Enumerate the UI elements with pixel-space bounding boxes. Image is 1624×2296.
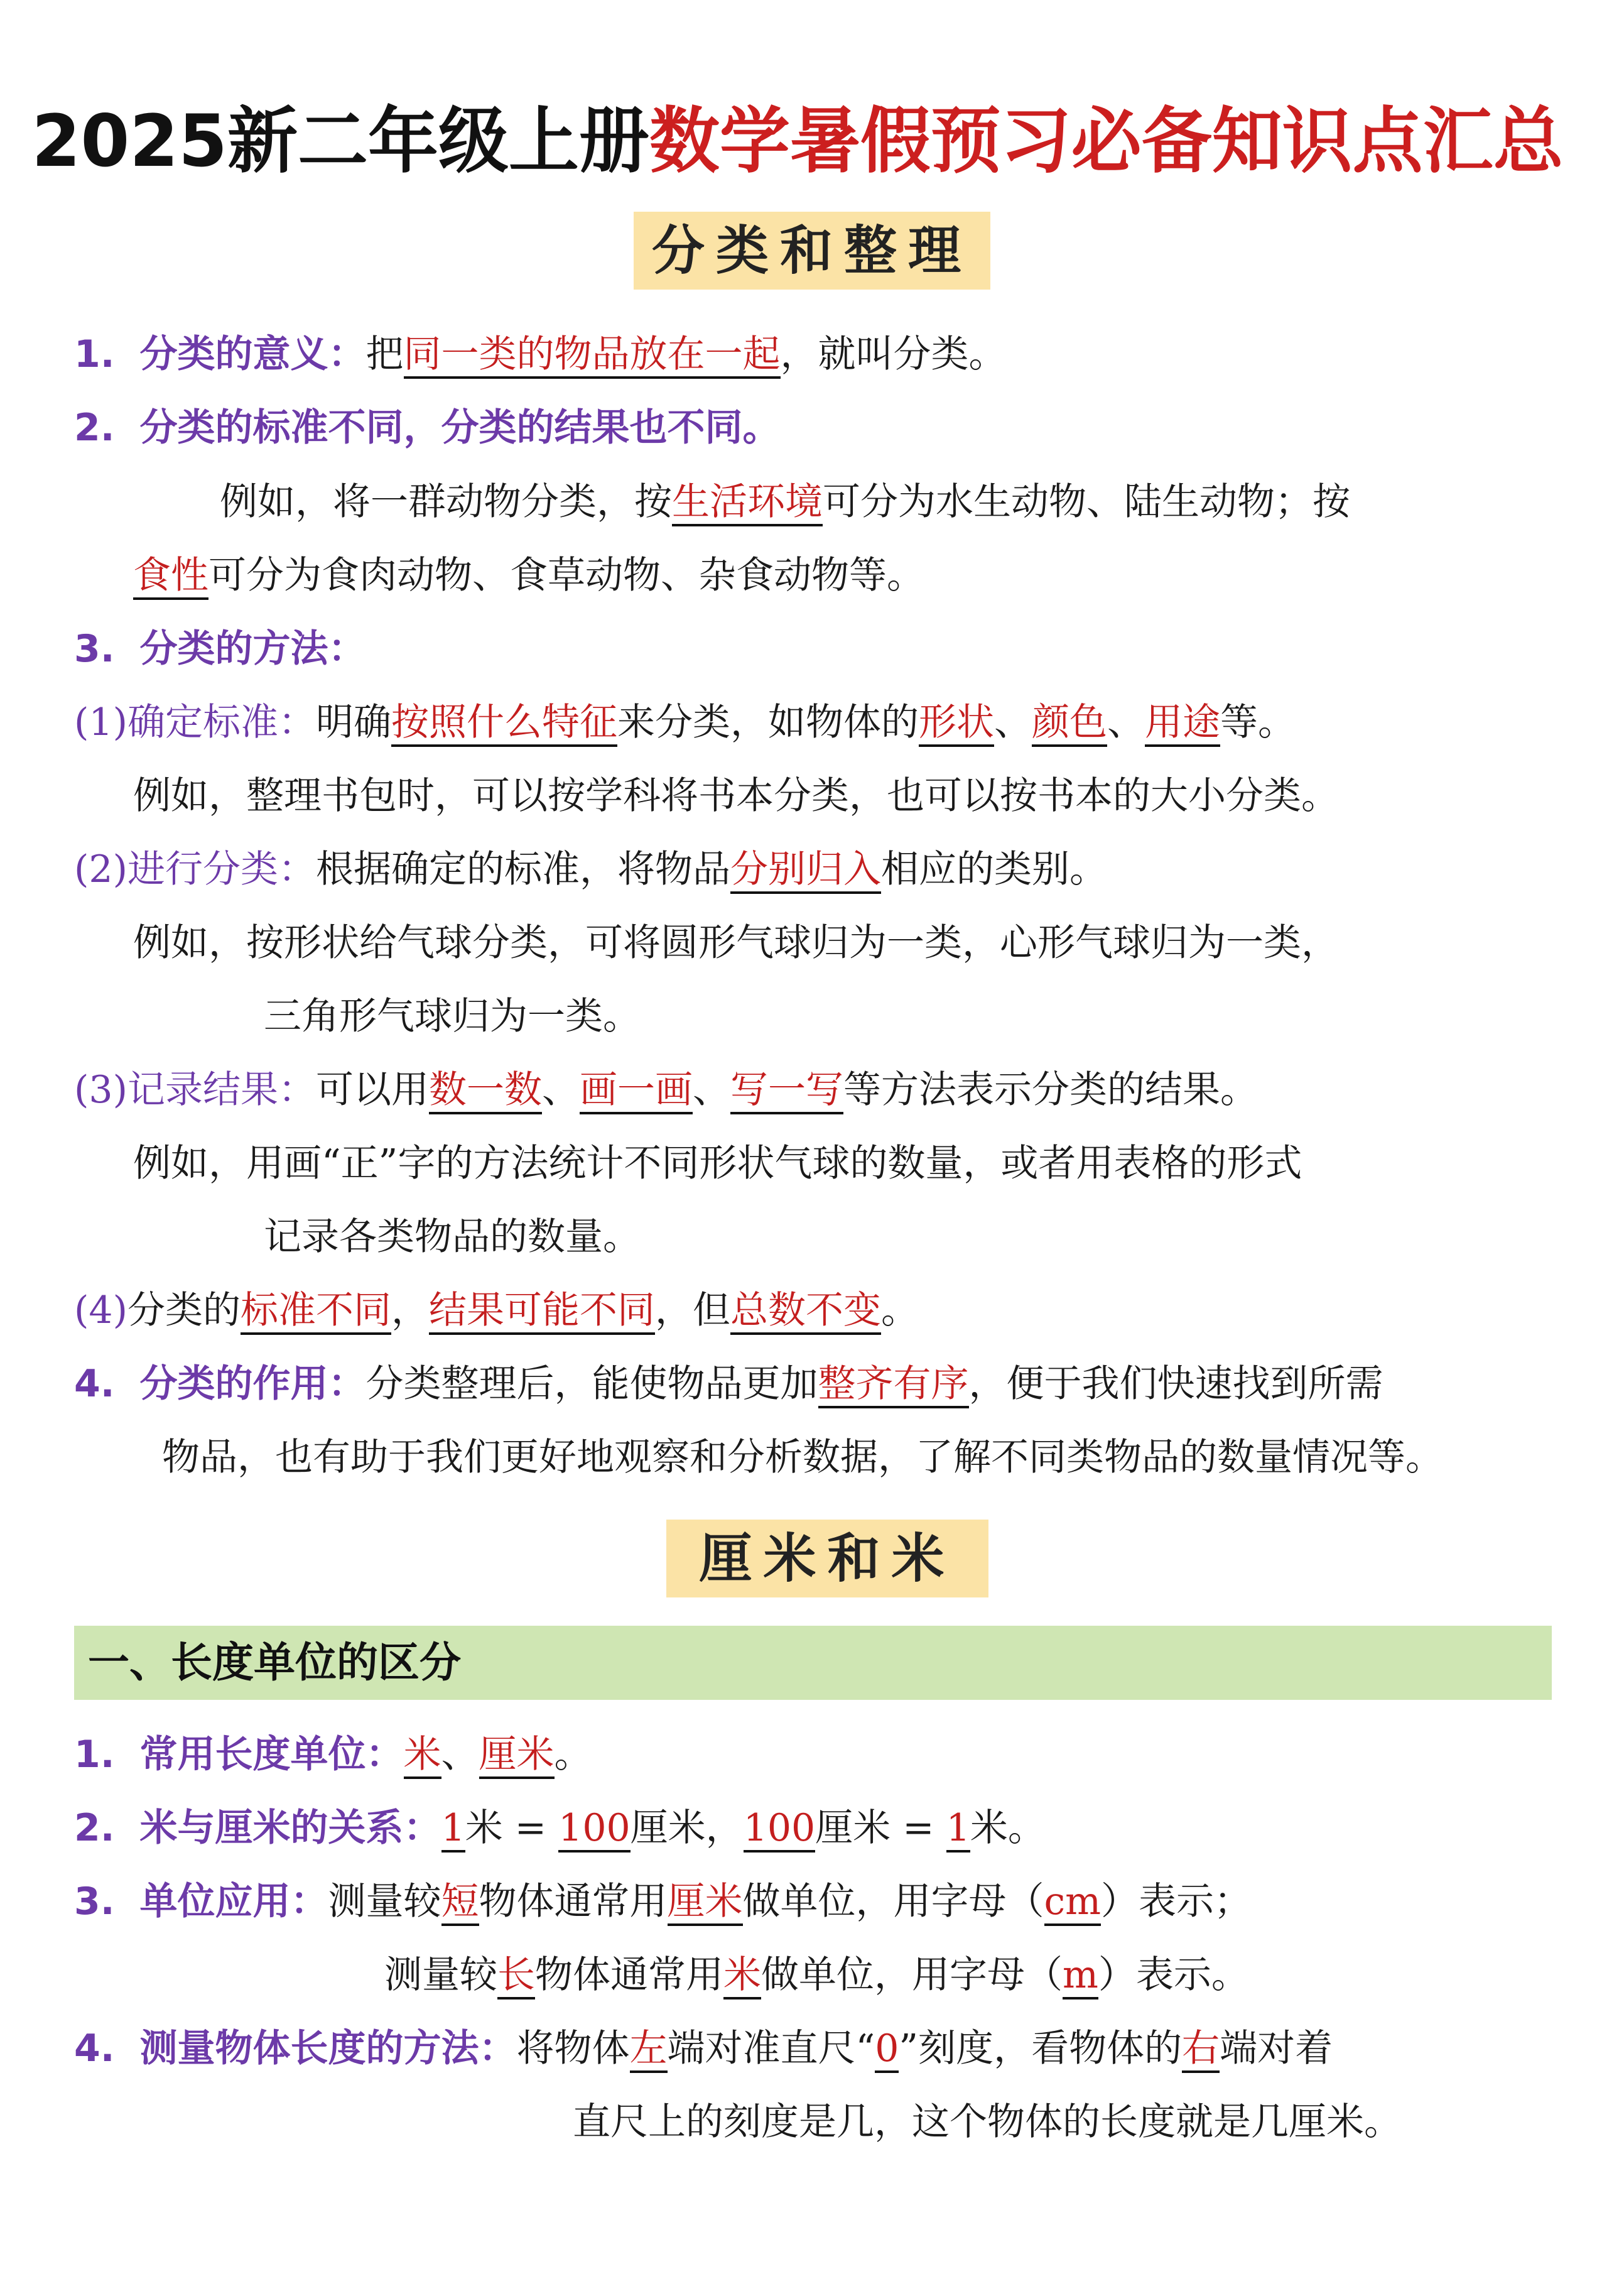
unit-item-3-continued: 测量较长物体通常用米做单位，用字母（m）表示。 xyxy=(384,1949,1249,2001)
item-4-continued: 物品，也有助于我们更好地观察和分析数据，了解不同类物品的数量情况等。 xyxy=(162,1435,1443,1479)
method-3-example-line-2: 记录各类物品的数量。 xyxy=(264,1215,641,1259)
unit-item-3: 3. 单位应用：测量较短物体通常用厘米做单位，用字母（cm）表示； xyxy=(74,1875,1252,1928)
unit-item-4: 4. 测量物体长度的方法：将物体左端对准直尺“0”刻度，看物体的右端对着 xyxy=(74,2022,1333,2075)
unit-item-4-continued: 直尺上的刻度是几，这个物体的长度就是几厘米。 xyxy=(573,2100,1402,2144)
method-2: (2)进行分类：根据确定的标准，将物品分别归入相应的类别。 xyxy=(74,843,1107,896)
title-red-part: 数学暑假预习必备知识点汇总 xyxy=(649,99,1564,183)
item-1: 1. 分类的意义：把同一类的物品放在一起，就叫分类。 xyxy=(74,328,1007,381)
section-heading-classification: 分类和整理 xyxy=(634,212,990,290)
method-4: (4)分类的标准不同，结果可能不同，但总数不变。 xyxy=(74,1284,919,1337)
unit-item-1: 1. 常用长度单位：米、厘米。 xyxy=(74,1728,592,1781)
title-black-part: 2025新二年级上册 xyxy=(31,99,649,183)
method-2-example-line-2: 三角形气球归为一类。 xyxy=(264,994,641,1038)
page-title xyxy=(0,94,1595,188)
section-heading-centimeters-meters: 厘米和米 xyxy=(666,1520,988,1597)
item-2: 2. 分类的标准不同，分类的结果也不同。 xyxy=(74,406,781,450)
unit-item-2: 2. 米与厘米的关系：1米 = 100厘米，100厘米 = 1米。 xyxy=(74,1802,1046,1854)
item-4: 4. 分类的作用：分类整理后，能使物品更加整齐有序，便于我们快速找到所需 xyxy=(74,1357,1383,1410)
method-1-example: 例如，整理书包时，可以按学科将书本分类，也可以按书本的大小分类。 xyxy=(133,774,1339,818)
method-1: (1)确定标准：明确按照什么特征来分类，如物体的形状、颜色、用途等。 xyxy=(74,696,1296,749)
item-2-example-line-1: 例如，将一群动物分类，按生活环境可分为水生动物、陆生动物；按 xyxy=(220,476,1350,528)
method-3: (3)记录结果：可以用数一数、画一画、写一写等方法表示分类的结果。 xyxy=(74,1064,1258,1116)
item-2-example-line-2: 食性可分为食肉动物、食草动物、杂食动物等。 xyxy=(133,549,924,602)
method-3-example-line-1: 例如，用画“正”字的方法统计不同形状气球的数量，或者用表格的形式 xyxy=(133,1141,1302,1185)
method-2-example-line-1: 例如，按形状给气球分类，可将圆形气球归为一类，心形气球归为一类， xyxy=(133,921,1339,965)
subsection-heading: 一、长度单位的区分 xyxy=(74,1626,1552,1700)
item-3: 3. 分类的方法： xyxy=(74,627,366,671)
